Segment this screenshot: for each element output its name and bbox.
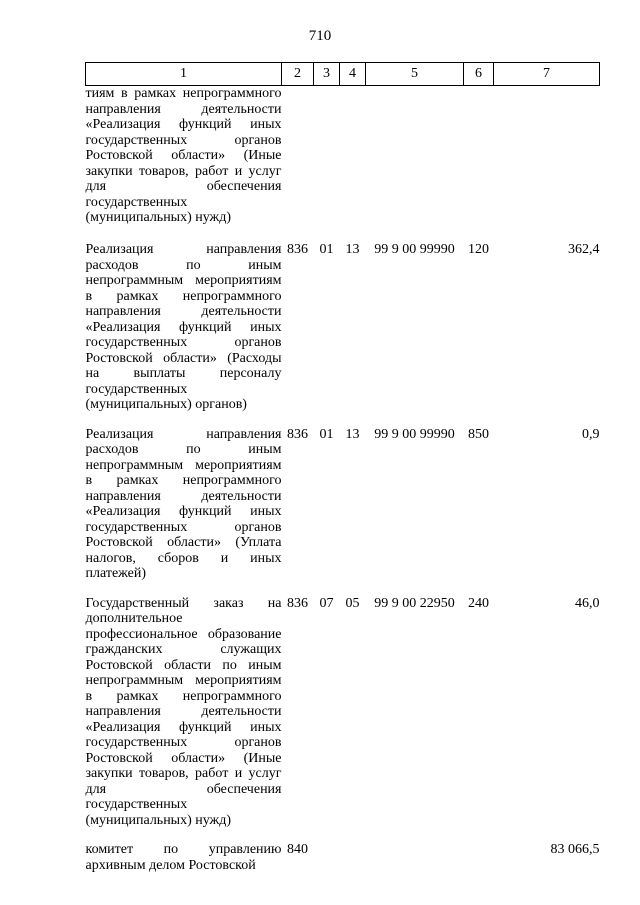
row-amount: 83 066,5 [550,842,600,857]
header-col-7: 7 [494,63,600,86]
row-expense-type [464,842,494,873]
row-ministry: 836 [287,426,308,442]
row-description: комитет по управлению архивным делом Ростовской [85,842,282,873]
header-col-6: 6 [464,63,494,86]
row-section: 01 [319,426,334,442]
header-col-4: 4 [340,63,366,86]
table-row [86,842,600,873]
row-description: Реализация направления расходов по иным непрограммным мероприятиям в рамках непрограммного направления деятельности «Реализация функций иных государственных органов Ростовской области» (Уплата налогов, сборов и иных платежей) [85,426,282,581]
header-col-2: 2 [282,63,314,86]
budget-table [85,62,600,873]
row-description: Реализация направления расходов по иным непрограммным мероприятиям в рамках непрограммного направления деятельности «Реализация функций иных государственных органов Ростовской области» (Расходы на выплаты персоналу государственных (муниципальных) органов) [85,242,282,412]
row-amount: 0,9 [582,426,600,442]
table-row [86,242,600,413]
row-ministry: 840 [287,842,308,857]
row-ministry [282,86,314,229]
row-ministry: 836 [287,595,308,611]
row-ministry: 836 [287,242,308,257]
row-expense-type: 120 [468,242,489,257]
table-header-row [86,63,600,86]
table-row [86,427,600,582]
row-section: 07 [319,595,334,611]
table-row [86,596,600,829]
row-section [314,86,340,229]
row-expense-type [464,86,494,229]
header-col-1: 1 [86,63,282,86]
row-description: тиям в рамках непрограммного направления деятельности «Реализация функций иных государственных органов Ростовской области» (Иные закупки товаров, работ и услуг для обеспечения государственных (муниципальных) нужд) [85,86,282,225]
row-subsection: 13 [345,426,360,442]
row-amount: 46,0 [575,595,600,611]
row-subsection: 05 [345,595,360,611]
row-subsection: 13 [345,242,360,257]
row-section [314,842,340,873]
header-col-5: 5 [366,63,464,86]
row-section: 01 [319,242,334,257]
page-number: 710 [308,28,332,44]
row-target [366,86,464,229]
row-target: 99 9 00 99990 [374,426,455,442]
row-expense-type: 850 [468,426,489,442]
row-description: Государственный заказ на дополнительное профессиональное образование гражданских служащих Ростовской области по иным непрограммным мероприятиям в рамках непрограммного направления деятельности «Реализация функций иных государственных органов Ростовской области» (Иные закупки товаров, работ и услуг для обеспечения государственных (муниципальных) нужд) [85,595,282,828]
row-amount [494,86,600,229]
row-subsection [340,86,366,229]
row-target [366,842,464,873]
table-row [86,86,600,229]
row-expense-type: 240 [468,595,489,611]
row-target: 99 9 00 99990 [374,242,455,257]
row-target: 99 9 00 22950 [374,595,455,611]
row-amount: 362,4 [568,242,600,257]
header-col-3: 3 [314,63,340,86]
row-subsection [340,842,366,873]
